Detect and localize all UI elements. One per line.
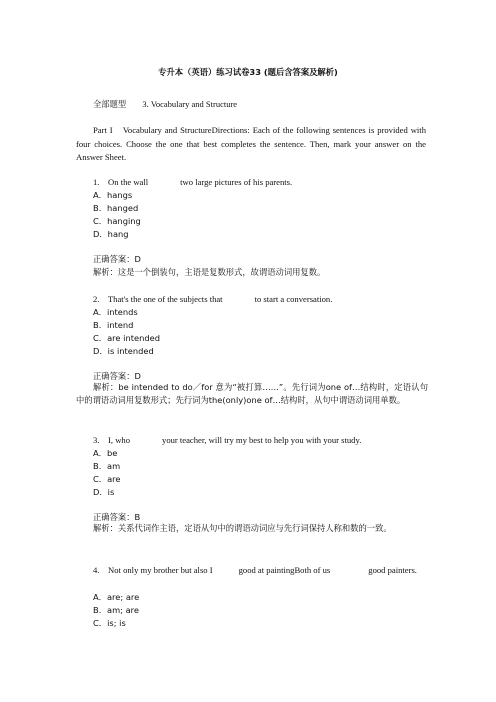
question-stem-part-b: your teacher, will try my best to help you with your study.: [162, 435, 362, 445]
correct-answer: 正确答案：D: [93, 254, 141, 264]
question-1: [93, 176, 443, 188]
question-3: [93, 434, 443, 446]
option-d: D．is: [93, 487, 115, 497]
question-stem-part-a: Not only my brother but also I: [108, 565, 213, 575]
analysis: 解析：关系代词作主语，定语从句中的谓语动词应与先行词保持人称和数的一致。: [93, 523, 392, 533]
correct-answer: 正确答案：D: [93, 371, 141, 381]
option-a: A．are; are: [93, 592, 140, 602]
analysis: 解析：这是一个倒装句，主语是复数形式，故谓语动词用复数。: [93, 267, 326, 277]
meta-line: [93, 98, 237, 110]
question-stem-part-a: I, who: [108, 435, 131, 445]
option-b: B．hanged: [93, 203, 139, 213]
question-4: [76, 564, 426, 578]
option-c: C．hanging: [93, 216, 141, 226]
question-number: 4.: [93, 565, 100, 575]
question-number: 3.: [93, 435, 100, 445]
option-a: A．be: [93, 448, 118, 458]
option-b: B．intend: [93, 320, 134, 330]
question-type-label: 全部题型: [93, 99, 127, 109]
question-stem-part-b: two large pictures of his parents.: [180, 177, 293, 187]
question-stem-part-a: That's the one of the subjects that: [107, 294, 223, 304]
directions-paragraph: Part I Vocabulary and StructureDirections: Each of the following sentences is provided with four choices. Choose the one that best completes the sentence. Then, mark your answer on the Answer Sheet.: [76, 125, 426, 162]
question-number: 2.: [93, 294, 100, 304]
option-b: B．am; are: [93, 605, 140, 615]
option-d: D．hang: [93, 229, 129, 239]
option-a: A．hangs: [93, 190, 133, 200]
option-d: D．is intended: [93, 346, 154, 356]
question-stem-part-c: good painters.: [368, 565, 417, 575]
question-stem-part-a: On the wall: [108, 177, 149, 187]
analysis: 解析：be intended to do／for 意为“被打算……”。先行词为one of…结构时，定语认句中的谓语动词用复数形式；先行词为the(only)one of…结构时，从句中谓语动词用单数。: [76, 382, 428, 405]
option-c: C．is; is: [93, 618, 126, 628]
option-a: A．intends: [93, 307, 138, 317]
question-2: [93, 293, 443, 305]
document-title: 专升本（英语）练习试卷33 (题后含答案及解析): [158, 67, 338, 77]
section-label: 3. Vocabulary and Structure: [142, 99, 238, 109]
correct-answer: 正确答案：B: [93, 512, 141, 522]
option-b: B．am: [93, 461, 121, 471]
question-number: 1.: [93, 177, 100, 187]
option-c: C．are intended: [93, 333, 160, 343]
option-c: C．are: [93, 474, 121, 484]
question-stem-part-b: to start a conversation.: [254, 294, 333, 304]
question-stem-part-b: good at paintingBoth of us: [238, 565, 331, 575]
